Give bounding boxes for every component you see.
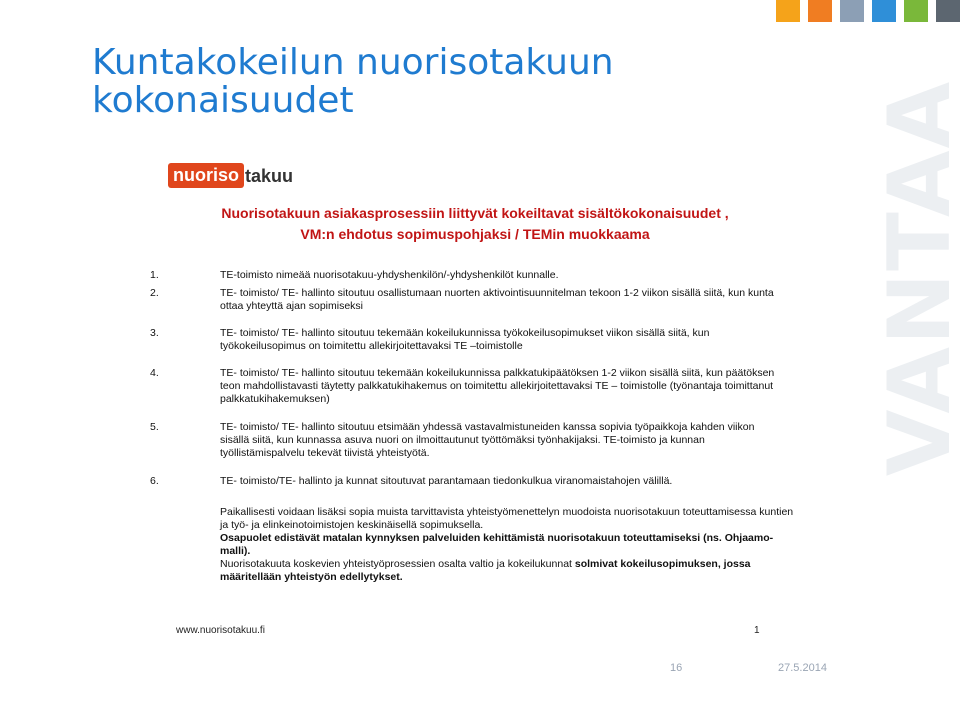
list-item-number: 4. xyxy=(150,367,159,379)
embedded-document xyxy=(150,155,800,645)
list-item xyxy=(150,367,785,406)
extra-paragraph-3 xyxy=(220,558,800,584)
list-item xyxy=(150,287,785,313)
color-square xyxy=(808,0,832,22)
color-square xyxy=(936,0,960,22)
document-heading-line-2: VM:n ehdotus sopimuspohjaksi / TEMin muokkaama xyxy=(300,226,650,242)
extra-paragraph-3-bold: solmivat kokeilusopimuksen, jossa määritellään yhteistyön edellytykset. xyxy=(220,558,751,583)
list-item-text: TE- toimisto/ TE- hallinto sitoutuu tekemään kokeilukunnissa työkokeilusopimukset viikon sisällä siitä, kun työkokeilusopimus on toimitettu allekirjoitettavaksi TE –toimistolle xyxy=(220,327,710,352)
list-item xyxy=(150,327,785,353)
list-item xyxy=(150,421,785,460)
extra-paragraph-1: Paikallisesti voidaan lisäksi sopia muista tarvittavista yhteistyömenettelyn muodoista nuorisotakuun toteuttamisessa kuntien ja työ- ja elinkeinotoimistojen keskinäisellä sopimuksella. xyxy=(220,506,794,531)
list-item-text: TE-toimisto nimeää nuorisotakuu-yhdyshenkilön/-yhdyshenkilöt kunnalle. xyxy=(220,269,559,281)
slide-title-line-2: kokonaisuudet xyxy=(92,80,354,121)
slide-title-line-1: Kuntakokeilun nuorisotakuun xyxy=(92,42,614,83)
document-footer-url: www.nuorisotakuu.fi xyxy=(176,625,265,636)
additional-paragraphs xyxy=(220,506,800,584)
slide-date: 27.5.2014 xyxy=(778,662,827,674)
document-heading-line-1: Nuorisotakuun asiakasprosessiin liittyvät kokeiltavat sisältökokonaisuudet , xyxy=(221,205,729,221)
color-square xyxy=(904,0,928,22)
color-square xyxy=(840,0,864,22)
vantaa-watermark xyxy=(870,52,970,504)
list-item-text: TE- toimisto/TE- hallinto ja kunnat sitoutuvat parantamaan tiedonkulkua viranomaistahojen välillä. xyxy=(220,475,673,487)
color-square xyxy=(776,0,800,22)
nuorisotakuu-logo xyxy=(168,163,293,188)
color-square xyxy=(872,0,896,22)
slide-title xyxy=(92,44,614,120)
list-item-text: TE- toimisto/ TE- hallinto sitoutuu tekemään kokeilukunnissa palkkatukipäätöksen 1-2 viikon sisällä siitä, kun päätöksen teon mahdollistavasti täytetty palkkatukihakemus on toimitettu allekirjoitettavaksi TE – toimistolle (työnantaja toimittanut palkkatukihakemuksen) xyxy=(220,367,775,405)
logo-part-2: takuu xyxy=(245,165,294,186)
slide-number: 16 xyxy=(670,662,683,674)
list-item-text: TE- toimisto/ TE- hallinto sitoutuu osallistumaan nuorten aktivointisuunnitelman tekoon 1-2 viikon sisällä siitä, kun kunta ottaa yhteyttä ajan sopimiseksi xyxy=(220,287,774,312)
list-item xyxy=(150,475,785,488)
document-heading xyxy=(150,203,800,245)
brand-color-strip xyxy=(776,0,960,22)
watermark-text: VANTAA xyxy=(870,79,970,477)
extra-paragraph-2: Osapuolet edistävät matalan kynnyksen palveluiden kehittämistä nuorisotakuun toteuttamiseksi (ns. Ohjaamo-malli). xyxy=(220,532,774,557)
extra-paragraph-3-normal: Nuorisotakuuta koskevien yhteistyöprosessien osalta valtio ja kokeilukunnat xyxy=(220,558,572,570)
list-item-number: 1. xyxy=(150,269,159,281)
list-item-text: TE- toimisto/ TE- hallinto sitoutuu etsimään yhdessä vastavalmistuneiden kanssa sopivia työpaikkoja kahden viikon sisällä siitä, kun kunnassa asuva nuori on ilmoittautunut työttömäksi työnhakijaksi. TE-toimisto ja kunnan työllistämispalvelu tekevät tiivistä yhteistyötä. xyxy=(220,421,755,459)
list-item xyxy=(150,269,785,282)
list-item-number: 5. xyxy=(150,421,159,433)
list-item-number: 2. xyxy=(150,287,159,299)
list-item-number: 3. xyxy=(150,327,159,339)
document-page-number: 1 xyxy=(754,625,760,636)
logo-part-1: nuoriso xyxy=(168,163,244,188)
list-item-number: 6. xyxy=(150,475,159,487)
